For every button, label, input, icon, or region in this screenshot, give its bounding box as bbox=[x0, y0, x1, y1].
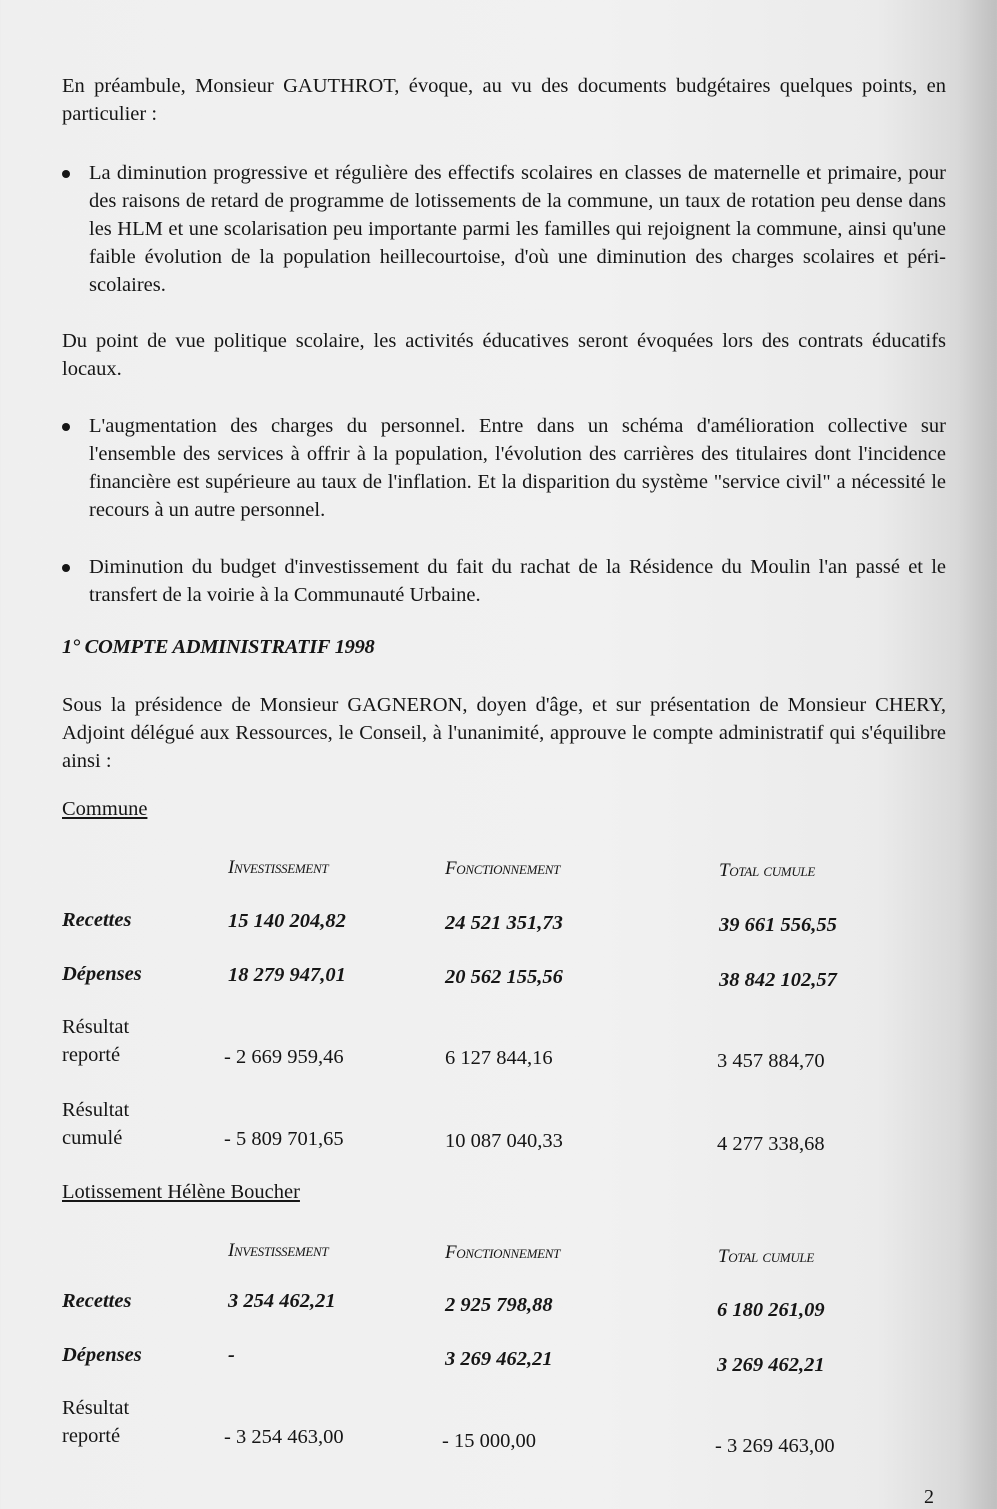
column-header: Total cumule bbox=[719, 860, 815, 881]
table-cell: 38 842 102,57 bbox=[719, 969, 837, 991]
bullet-icon bbox=[62, 564, 70, 572]
row-label bbox=[62, 1096, 129, 1152]
politique-scolaire-paragraph: Du point de vue politique scolaire, les activités éducatives seront évoquées lors des contrats éducatifs locaux. bbox=[62, 330, 946, 380]
table-cell: 18 279 947,01 bbox=[228, 964, 346, 986]
table-cell: 24 521 351,73 bbox=[445, 912, 563, 934]
bullet-icon bbox=[62, 423, 70, 431]
row-label bbox=[62, 1013, 129, 1069]
table-cell: 39 661 556,55 bbox=[719, 914, 837, 936]
table-cell: 2 925 798,88 bbox=[445, 1294, 553, 1316]
row-label: Recettes bbox=[62, 909, 132, 931]
bullet-text: La diminution progressive et régulière des effectifs scolaires en classes de maternelle et primaire, pour des raisons de retard de programme de lotissements de la commune, un taux de rotation peu dense dans les HLM et une scolarisation peu importante parmi les familles qui rejoignent la commune, ainsi qu'une faible évolution de la population heillecourtoise, d'où une diminution des charges scolaires et péri-scolaires. bbox=[89, 162, 946, 296]
bullet-text: L'augmentation des charges du personnel. Entre dans un schéma d'amélioration collective sur l'ensemble des services à offrir à la population, l'évolution des carrières des titulaires dont l'incidence financière est supérieure au taux de l'inflation. Et la disparition du système "service civil" a nécessité le recours à un autre personnel. bbox=[89, 415, 946, 521]
row-label: Recettes bbox=[62, 1290, 132, 1312]
table-cell: 6 180 261,09 bbox=[717, 1299, 825, 1321]
table-cell: - 5 809 701,65 bbox=[224, 1128, 344, 1150]
row-label-line: Résultat bbox=[62, 1397, 130, 1419]
row-label bbox=[62, 1394, 129, 1450]
table-cell: 20 562 155,56 bbox=[445, 966, 563, 988]
column-header: Fonctionnement bbox=[445, 858, 561, 879]
table-cell: - bbox=[228, 1344, 235, 1366]
table-cell: - 3 269 463,00 bbox=[715, 1435, 835, 1457]
bullet-text: Diminution du budget d'investissement du fait du rachat de la Résidence du Moulin l'an passé et le transfert de la voirie à la Communauté Urbaine. bbox=[89, 556, 946, 606]
table-cell: 15 140 204,82 bbox=[228, 910, 346, 932]
table-cell: 4 277 338,68 bbox=[717, 1133, 825, 1155]
row-label: Dépenses bbox=[62, 1344, 142, 1366]
page-number: 2 bbox=[924, 1486, 934, 1508]
column-header: Fonctionnement bbox=[445, 1242, 561, 1263]
table-cell: - 2 669 959,46 bbox=[224, 1046, 344, 1068]
table-cell: 6 127 844,16 bbox=[445, 1047, 553, 1069]
table-cell: 3 254 462,21 bbox=[228, 1290, 336, 1312]
section-heading: 1° COMPTE ADMINISTRATIF 1998 bbox=[62, 636, 375, 658]
row-label: Dépenses bbox=[62, 963, 142, 985]
row-label-line: Résultat bbox=[62, 1099, 130, 1121]
lotissement-heading: Lotissement Hélène Boucher bbox=[62, 1181, 300, 1203]
table-cell: 10 087 040,33 bbox=[445, 1130, 563, 1152]
column-header: Investissement bbox=[228, 857, 329, 878]
column-header: Total cumule bbox=[718, 1246, 814, 1267]
intro-paragraph: En préambule, Monsieur GAUTHROT, évoque, au vu des documents budgétaires quelques points, en particulier : bbox=[62, 75, 946, 125]
table-cell: 3 269 462,21 bbox=[717, 1354, 825, 1376]
table-cell: - 3 254 463,00 bbox=[224, 1426, 344, 1448]
table-cell: 3 269 462,21 bbox=[445, 1348, 553, 1370]
table-cell: - 15 000,00 bbox=[442, 1430, 536, 1452]
bullet-icon bbox=[62, 170, 70, 178]
row-label-line: reporté bbox=[62, 1425, 121, 1447]
table-cell: 3 457 884,70 bbox=[717, 1050, 825, 1072]
row-label-line: Résultat bbox=[62, 1016, 130, 1038]
section-intro-paragraph: Sous la présidence de Monsieur GAGNERON, doyen d'âge, et sur présentation de Monsieur CHERY, Adjoint délégué aux Ressources, le Conseil, à l'unanimité, approuve le compte administratif qui s'équilibre ainsi : bbox=[62, 694, 946, 772]
column-header: Investissement bbox=[228, 1240, 329, 1261]
commune-heading: Commune bbox=[62, 798, 148, 820]
row-label-line: reporté bbox=[62, 1044, 121, 1066]
row-label-line: cumulé bbox=[62, 1127, 123, 1149]
